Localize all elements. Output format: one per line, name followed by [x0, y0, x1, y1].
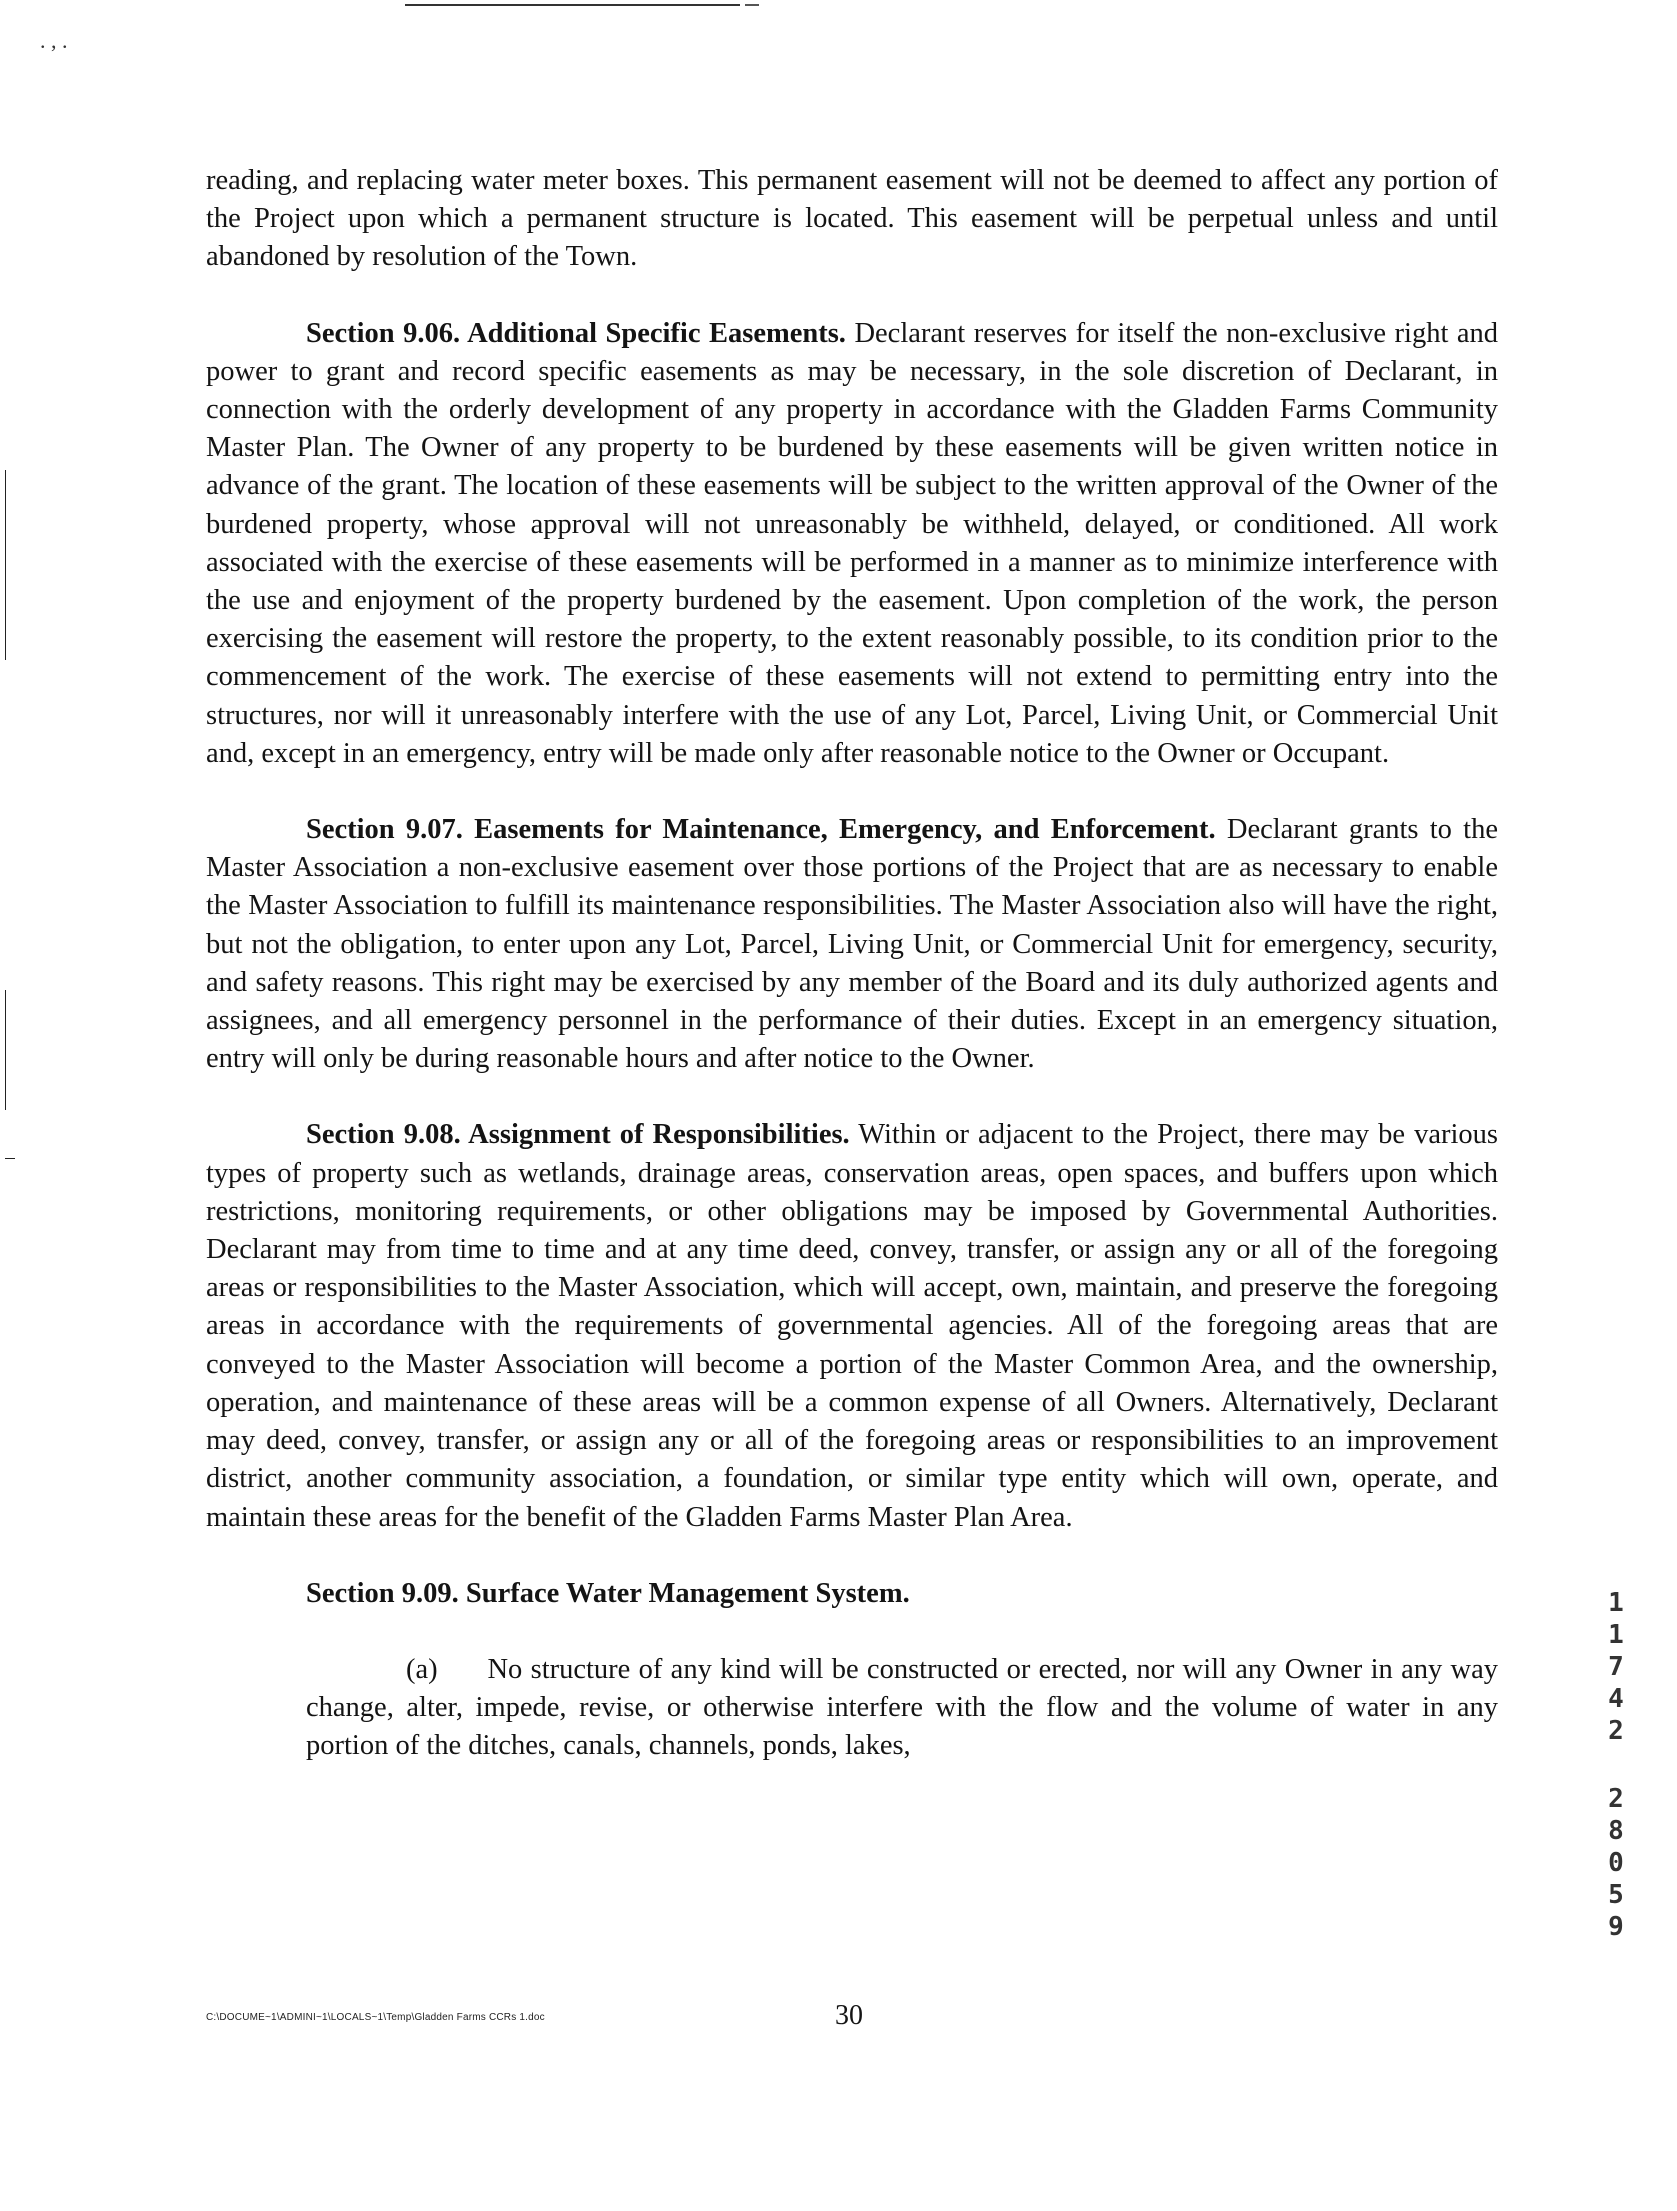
- scan-artifact-dash: [5, 1158, 15, 1159]
- subparagraph-text: No structure of any kind will be constructed or erected, nor will any Owner in any way change, alter, impede, revise, or otherwise interfere with the flow and the volume of water in any portion of the ditches, canals, channels, ponds, lakes,: [306, 1653, 1498, 1762]
- document-body: [206, 162, 1498, 1766]
- recording-stamp: [1600, 1588, 1640, 1942]
- footer-file-path: C:\DOCUME~1\ADMINI~1\LOCALS~1\Temp\Gladden Farms CCRs 1.doc: [206, 2012, 545, 2023]
- stamp-line: 11742: [1601, 1588, 1631, 1748]
- section-9-07: [206, 811, 1498, 1078]
- paragraph-text: Declarant grants to the Master Association a non-exclusive easement over those portions of the Project that are as necessary to enable the Master Association to fulfill its maintenance responsibilities. The Master Association also will have the right, but not the obligation, to enter upon any Lot, Parcel, Living Unit, or Commercial Unit for emergency, security, and safety reasons. This right may be exercised by any member of the Board and its duly authorized agents and assignees, and all emergency personnel in the performance of their duties. Except in an emergency situation, entry will only be during reasonable hours and after notice to the Owner.: [206, 814, 1498, 1075]
- paragraph-text: reading, and replacing water meter boxes. This permanent easement will not be deemed to affect any portion of the Project upon which a permanent structure is located. This easement will be perpetual unless and until abandoned by resolution of the Town.: [206, 165, 1498, 273]
- stamp-line: 9: [1601, 1912, 1631, 1942]
- paragraph-text: Declarant reserves for itself the non-exclusive right and power to grant and record specific easements as may be necessary, in the sole discretion of Declarant, in connection with the orderly development of any property in accordance with the Gladden Farms Community Master Plan. The Owner of any property to be burdened by these easements will be given written notice in advance of the grant. The location of these easements will be subject to the written approval of the Owner of the burdened property, whose approval will not unreasonably be withheld, delayed, or conditioned. All work associated with the exercise of these easements will be performed in a manner as to minimize interference with the use and enjoyment of the property burdened by the easement. Upon completion of the work, the person exercising the easement will restore the property, to the extent reasonably possible, to its condition prior to the commencement of the work. The exercise of these easements will not extend to permitting entry into the structures, nor will it unreasonably interfere with the use of any Lot, Parcel, Living Unit, or Commercial Unit and, except in an emergency, entry will be made only after reasonable notice to the Owner or Occupant.: [206, 317, 1499, 769]
- top-rule: [405, 4, 740, 6]
- scan-marks: . , .: [40, 28, 68, 53]
- section-heading: Section 9.07. Easements for Maintenance, Emergency, and Enforcement.: [306, 814, 1216, 846]
- section-heading: Section 9.08. Assignment of Responsibilities.: [306, 1119, 850, 1151]
- section-9-06: [206, 315, 1498, 773]
- top-rule-fragment: [745, 4, 759, 6]
- paragraph-text: Within or adjacent to the Project, there may be various types of property such as wetlands, drainage areas, conservation areas, open spaces, and buffers upon which restrictions, monitoring requirements, or other obligations may be imposed by Governmental Authorities. Declarant may from time to time and at any time deed, convey, transfer, or assign any or all of the foregoing areas or responsibilities to the Master Association, which will accept, own, maintain, and preserve the foregoing areas in accordance with the requirements of governmental agencies. All of the foregoing areas that are conveyed to the Master Association will become a portion of the Master Common Area, and the ownership, operation, and maintenance of these areas will be a common expense of all Owners. Alternatively, Declarant may deed, convey, transfer, or assign any or all of the foregoing areas or responsibilities to an improvement district, another community association, a foundation, or similar type entity which will own, operate, and maintain these areas for the benefit of the Gladden Farms Master Plan Area.: [206, 1119, 1498, 1533]
- scan-artifact-line: [5, 470, 6, 660]
- section-heading: Section 9.06. Additional Specific Easements.: [306, 317, 846, 349]
- scan-artifact-line: [5, 990, 6, 1110]
- page-number: 30: [835, 2000, 863, 2031]
- section-9-08: [206, 1116, 1498, 1536]
- section-9-09-subparagraph-a: [206, 1651, 1498, 1766]
- stamp-line: 2805: [1601, 1784, 1631, 1912]
- subparagraph-label: (a): [406, 1653, 438, 1685]
- section-9-09-heading: Section 9.09. Surface Water Management System.: [306, 1577, 910, 1609]
- paragraph-continuation: [206, 162, 1498, 277]
